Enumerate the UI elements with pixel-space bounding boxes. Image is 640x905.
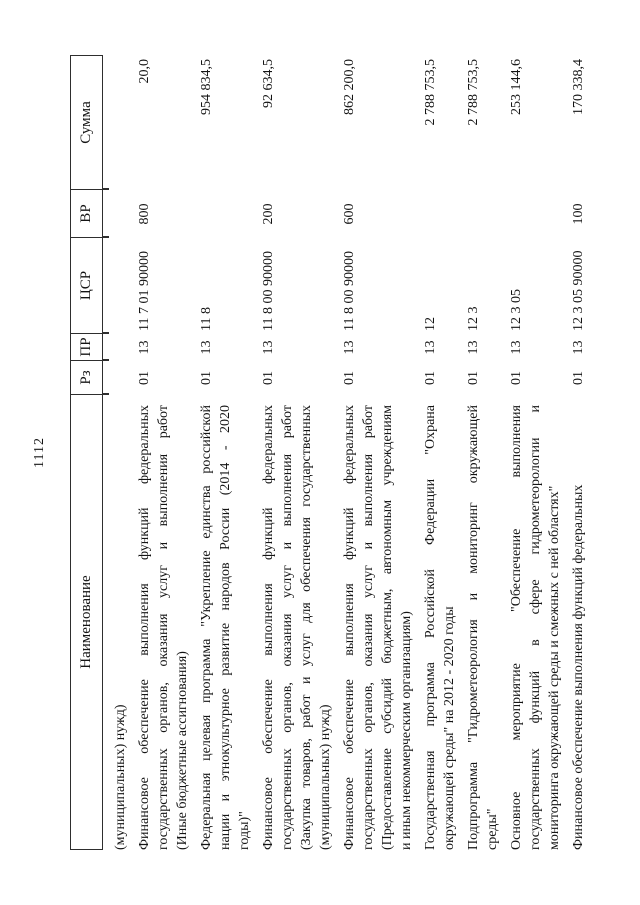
row-vr: 600 bbox=[342, 203, 357, 225]
row-pr: 13 bbox=[571, 340, 586, 355]
row-pr: 13 bbox=[199, 340, 214, 355]
table-row bbox=[111, 55, 130, 850]
row-vr: 200 bbox=[261, 203, 276, 225]
row-vr: 100 bbox=[571, 203, 586, 225]
name-line: Финансовое обеспечение выполнения функций федеральных bbox=[342, 405, 357, 850]
name-line: Финансовое обеспечение выполнения функций федеральных bbox=[261, 405, 276, 850]
row-csr: 12 3 bbox=[466, 306, 481, 331]
name-line: (Иные бюджетные ассигнования) bbox=[175, 651, 190, 850]
row-rz: 01 bbox=[199, 371, 214, 385]
row-csr: 12 3 05 bbox=[509, 289, 524, 331]
row-sum: 954 834,5 bbox=[199, 59, 214, 115]
row-csr: 11 8 00 90000 bbox=[261, 251, 276, 331]
row-pr: 13 bbox=[509, 340, 524, 355]
name-line: государственных органов, оказания услуг и выполнения работ bbox=[280, 405, 295, 850]
header-rz: Рз bbox=[71, 360, 102, 394]
row-sum: 253 144,6 bbox=[509, 59, 524, 115]
row-sum: 20,0 bbox=[137, 59, 152, 84]
row-csr: 12 3 05 90000 bbox=[571, 250, 586, 331]
name-line: и иным некоммерческим организациям) bbox=[399, 611, 414, 850]
name-line: среды" bbox=[485, 808, 500, 850]
row-name bbox=[507, 395, 564, 850]
row-rz: 01 bbox=[466, 371, 481, 385]
row-name bbox=[135, 395, 192, 850]
row-name bbox=[464, 395, 502, 850]
name-line: Финансовое обеспечение выполнения функций федеральных bbox=[571, 484, 586, 850]
header-name: Наименование bbox=[71, 394, 102, 849]
row-csr: 11 7 01 90000 bbox=[137, 251, 152, 331]
row-name bbox=[421, 395, 459, 850]
table-row bbox=[340, 55, 416, 850]
row-sum: 170 338,4 bbox=[571, 59, 586, 115]
row-name bbox=[197, 395, 254, 850]
row-vr bbox=[421, 190, 459, 238]
row-pr: 13 bbox=[137, 340, 152, 355]
table-header-row bbox=[70, 55, 103, 850]
name-line: (Закупка товаров, работ и услуг для обеспечения государственных bbox=[299, 405, 314, 850]
name-line: Государственная программа Российской Федерации "Охрана bbox=[423, 405, 438, 850]
name-line: (муниципальных) нужд) bbox=[318, 704, 333, 850]
row-csr bbox=[111, 238, 130, 334]
row-sum: 2 788 753,5 bbox=[466, 59, 481, 126]
table-row bbox=[135, 55, 192, 850]
row-rz: 01 bbox=[423, 371, 438, 385]
row-pr: 13 bbox=[466, 340, 481, 355]
row-sum: 92 634,5 bbox=[261, 59, 276, 108]
name-line: Федеральная целевая программа "Укрепление единства российской bbox=[199, 405, 214, 850]
row-name bbox=[259, 395, 335, 850]
row-rz: 01 bbox=[261, 371, 276, 385]
row-rz: 01 bbox=[571, 371, 586, 385]
name-line: годы)" bbox=[237, 811, 252, 850]
table-row bbox=[197, 55, 254, 850]
row-vr: 800 bbox=[137, 203, 152, 225]
row-sum bbox=[111, 55, 130, 190]
header-vr: ВР bbox=[71, 189, 102, 237]
row-name bbox=[111, 395, 130, 850]
name-line: Основное мероприятие "Обеспечение выполнения bbox=[509, 405, 524, 850]
row-vr bbox=[464, 190, 502, 238]
table-body bbox=[111, 55, 588, 850]
page-number: 1112 bbox=[32, 437, 47, 468]
row-pr bbox=[111, 334, 130, 361]
name-line: Подпрограмма "Гидрометеорология и мониторинг окружающей bbox=[466, 405, 481, 850]
row-csr: 12 bbox=[423, 317, 438, 331]
row-rz bbox=[111, 361, 130, 395]
row-rz: 01 bbox=[342, 371, 357, 385]
budget-table bbox=[70, 55, 588, 850]
name-line: нации и этнокультурное развитие народов России (2014 - 2020 bbox=[218, 405, 233, 850]
header-pr: ПР bbox=[71, 333, 102, 360]
row-rz: 01 bbox=[509, 371, 524, 385]
table-row bbox=[421, 55, 459, 850]
row-vr bbox=[197, 190, 254, 238]
table-row bbox=[507, 55, 564, 850]
row-vr bbox=[507, 190, 564, 238]
name-line: государственных органов, оказания услуг и выполнения работ bbox=[361, 405, 376, 850]
row-name bbox=[569, 395, 588, 850]
table-row bbox=[569, 55, 588, 850]
row-rz: 01 bbox=[137, 371, 152, 385]
row-name bbox=[340, 395, 416, 850]
name-line: государственных функций в сфере гидрометеорологии и bbox=[528, 405, 543, 850]
row-csr: 11 8 00 90000 bbox=[342, 251, 357, 331]
row-vr bbox=[111, 190, 130, 238]
row-pr: 13 bbox=[423, 340, 438, 355]
name-line: Финансовое обеспечение выполнения функций федеральных bbox=[137, 405, 152, 850]
header-sum: Сумма bbox=[71, 56, 102, 189]
row-pr: 13 bbox=[261, 340, 276, 355]
row-csr: 11 8 bbox=[199, 307, 214, 331]
row-sum: 2 788 753,5 bbox=[423, 59, 438, 126]
table-row bbox=[464, 55, 502, 850]
name-line: (муниципальных) нужд) bbox=[113, 704, 128, 850]
row-pr: 13 bbox=[342, 340, 357, 355]
table-row bbox=[259, 55, 335, 850]
header-csr: ЦСР bbox=[71, 237, 102, 333]
name-line: окружающей среды" на 2012 - 2020 годы bbox=[442, 606, 457, 850]
name-line: мониторинга окружающей среды и смежных с ней областях" bbox=[547, 485, 562, 850]
row-sum: 862 200,0 bbox=[342, 59, 357, 115]
name-line: государственных органов, оказания услуг и выполнения работ bbox=[156, 405, 171, 850]
name-line: (Предоставление субсидий бюджетным, автономным учреждениям bbox=[380, 405, 395, 850]
